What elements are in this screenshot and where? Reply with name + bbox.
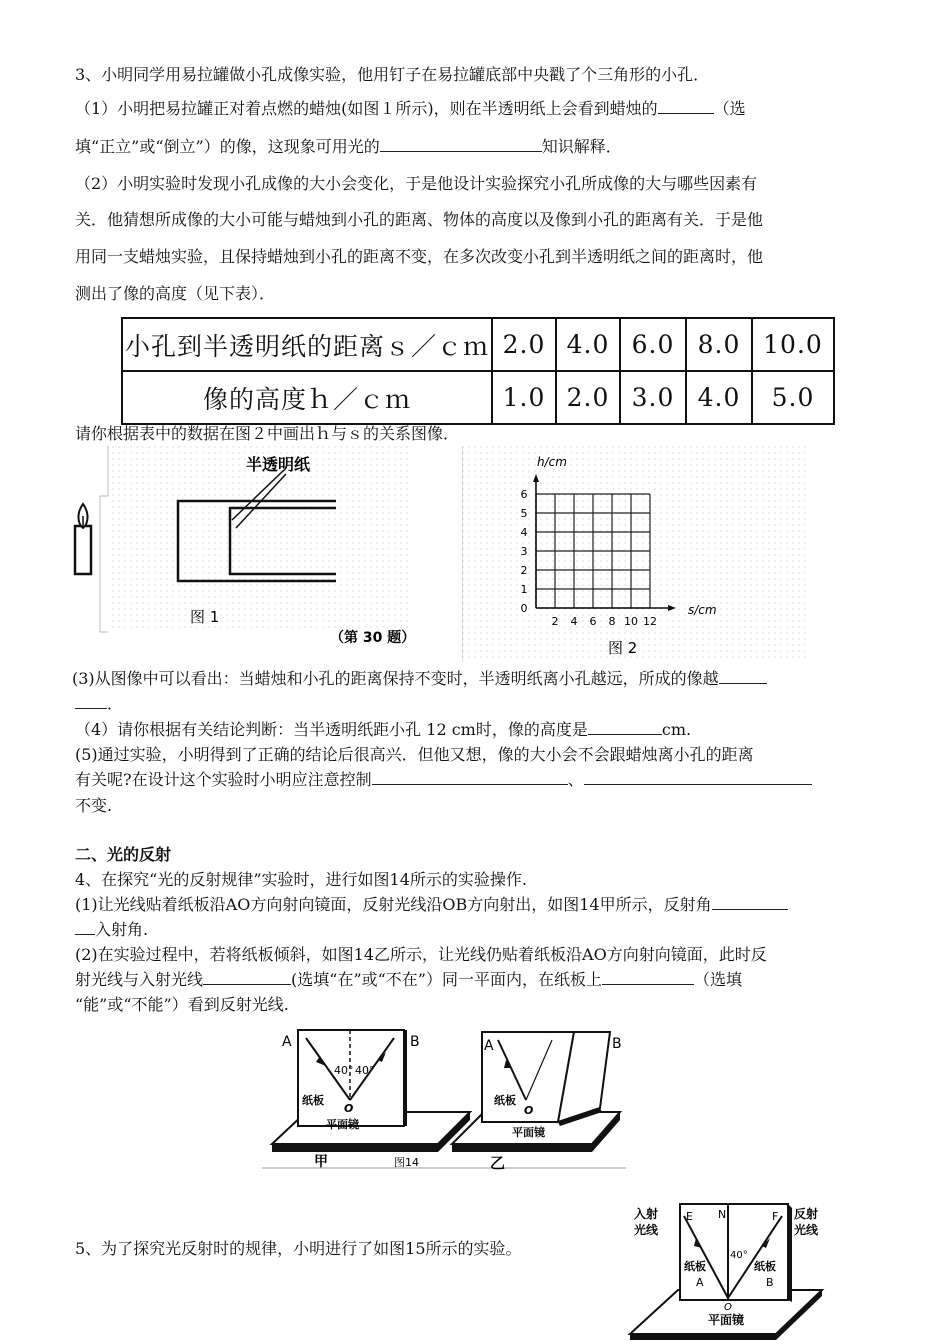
q3-part1-text-d: 知识解释． — [541, 137, 622, 156]
y-tick-label: 1 — [520, 583, 528, 596]
angle-label: 40° — [730, 1250, 748, 1261]
q4-part1-line1 — [75, 894, 788, 916]
board-a-label-1: 纸板 — [684, 1260, 706, 1273]
label-a: A — [282, 1034, 292, 1050]
x-tick-label: 4 — [570, 615, 578, 628]
caption-jia: 甲 — [314, 1154, 328, 1170]
y-tick-label: 6 — [520, 488, 528, 501]
figure-2-graph — [462, 446, 807, 662]
q3-intro: 3、小明同学用易拉罐做小孔成像实验，他用钉子在易拉罐底部中央戳了个三角形的小孔． — [75, 65, 710, 84]
answer-blank-control-1[interactable] — [372, 770, 568, 785]
q3-part5-text-a: 有关呢?在设计这个实验时小明应注意控制 — [75, 770, 372, 789]
table-cell: 1.0 — [492, 371, 556, 424]
board-b-edge — [788, 1204, 792, 1302]
figure-14 — [262, 1022, 626, 1172]
label-n: N — [718, 1208, 727, 1221]
table-cell: 10.0 — [752, 318, 834, 371]
problem-number: （第 30 题） — [330, 630, 416, 646]
caption-figure-14: 图14 — [394, 1156, 419, 1169]
q3-part1-line1 — [75, 98, 746, 120]
q3-part1-text-c: 填“正立”或“倒立”）的像，这现象可用光的 — [75, 137, 380, 156]
label-a: A — [484, 1038, 494, 1054]
q3-part3-line1 — [72, 668, 767, 690]
y-axis-label: h/cm — [537, 455, 567, 469]
q4-part2-line2 — [75, 969, 742, 991]
table-cell: 8.0 — [686, 318, 752, 371]
answer-blank-same-plane[interactable] — [203, 970, 291, 985]
q3-part4-text-a: （4）请你根据有关结论判断：当半透明纸距小孔 12 cm时，像的高度是 — [75, 720, 588, 739]
data-table — [121, 317, 835, 425]
figure-15 — [626, 1198, 826, 1344]
table-cell: 5.0 — [752, 371, 834, 424]
x-tick-label: 6 — [589, 615, 597, 628]
label-b: B — [410, 1034, 420, 1050]
point-o: O — [724, 1302, 732, 1313]
table-label-height: 像的高度ｈ／ｃｍ — [122, 371, 492, 424]
q3-part4-text-b: cm. — [661, 720, 692, 739]
mirror-edge — [630, 1334, 776, 1340]
q4-part1-text-b: 入射角. — [95, 920, 149, 939]
y-tick-label: 2 — [520, 564, 528, 577]
y-tick-label: 4 — [520, 526, 528, 539]
table-cell: 2.0 — [556, 371, 620, 424]
table-label-distance: 小孔到半透明纸的距离ｓ／ｃｍ — [122, 318, 492, 371]
x-tick-label: 8 — [608, 615, 616, 628]
q3-part2-line3: 用同一支蜡烛实验，且保持蜡烛到小孔的距离不变，在多次改变小孔到半透明纸之间的距离时，他 — [75, 247, 764, 266]
table-cell: 4.0 — [686, 371, 752, 424]
board-a-label-2: A — [696, 1276, 704, 1289]
point-o: O — [524, 1104, 534, 1117]
table-cell: 3.0 — [620, 371, 686, 424]
q3-part3-text-a: (3)从图像中可以看出：当蜡烛和小孔的距离保持不变时，半透明纸离小孔越远，所成的像越 — [72, 669, 719, 688]
board-b-label-1: 纸板 — [754, 1260, 776, 1273]
x-tick-label: 12 — [643, 615, 657, 628]
figure-1-caption: 图 1 — [190, 608, 220, 626]
mirror-label: 平面镜 — [326, 1118, 359, 1131]
q3-part5-line2 — [75, 769, 812, 791]
figure-2-background — [462, 446, 807, 662]
q3-part5-line3: 不变. — [75, 796, 113, 815]
y-tick-label: 3 — [520, 545, 528, 558]
answer-blank-light-principle[interactable] — [380, 137, 542, 152]
q3-part4-line — [75, 719, 691, 741]
table-row-distance — [122, 318, 834, 371]
candle-body — [75, 526, 91, 574]
draw-instruction: 请你根据表中的数据在图２中画出ｈ与ｓ的关系图像． — [75, 424, 460, 443]
answer-blank-angle-b[interactable] — [75, 920, 95, 935]
y-tick-labels — [521, 488, 528, 615]
figure-1-frame — [100, 446, 108, 632]
q4-part2-line3: “能”或“不能”）看到反射光线. — [75, 995, 289, 1014]
q4-part2-line1: (2)在实验过程中，若将纸板倾斜，如图14乙所示，让光线仍贴着纸板沿AO方向射向镜面，此时反 — [75, 945, 767, 964]
angle-left: 40° — [334, 1064, 354, 1077]
board-b-label-2: B — [766, 1276, 774, 1289]
q4-part2-text-d: （选填 — [693, 970, 742, 989]
table-cell: 6.0 — [620, 318, 686, 371]
reflected-label-1: 反射 — [794, 1207, 819, 1221]
q4-part2-text-c: (选填“在”或“不在”）同一平面内，在纸板上 — [291, 970, 602, 989]
caption-yi: 乙 — [490, 1154, 506, 1172]
y-tick-label: 0 — [520, 602, 528, 615]
answer-blank-trend-b[interactable] — [75, 694, 107, 709]
q4-part1-line2 — [75, 919, 148, 941]
board-label: 纸板 — [494, 1094, 516, 1107]
answer-blank-orientation[interactable] — [658, 99, 714, 114]
y-tick-label: 5 — [520, 507, 528, 520]
table-row-height — [122, 371, 834, 424]
x-axis-label: s/cm — [688, 603, 717, 617]
q3-part1-text-b: （选 — [713, 99, 746, 118]
q3-part1-text-a: （1）小明把易拉罐正对着点燃的蜡烛(如图１所示)，则在半透明纸上会看到蜡烛的 — [75, 99, 658, 118]
q4-intro: 4、在探究“光的反射规律”实验时，进行如图14所示的实验操作. — [75, 870, 527, 889]
q3-part2-line1: （2）小明实验时发现小孔成像的大小会变化，于是他设计实验探究小孔所成像的大与哪些因素有 — [75, 174, 758, 193]
incident-label-1: 入射 — [634, 1207, 659, 1221]
figure-2-caption: 图 2 — [608, 639, 638, 657]
label-b: B — [612, 1036, 622, 1052]
paper-label: 半透明纸 — [246, 455, 311, 474]
incident-label-2: 光线 — [634, 1223, 659, 1237]
q3-part5-text-b: 、 — [567, 770, 584, 789]
q4-part1-text-a: (1)让光线贴着纸板沿AO方向射向镜面，反射光线沿OB方向射出，如图14甲所示，反射角 — [75, 895, 712, 914]
label-e: E — [686, 1210, 693, 1223]
q4-part2-text-b: 射光线与入射光线 — [75, 970, 204, 989]
q3-part2-line4: 测出了像的高度（见下表）． — [75, 284, 276, 303]
point-o: O — [344, 1102, 354, 1115]
table-cell: 4.0 — [556, 318, 620, 371]
board-left-fold — [404, 1030, 407, 1126]
mirror-right-edge — [452, 1144, 592, 1152]
mirror-left-edge — [272, 1144, 438, 1152]
answer-blank-visible[interactable] — [602, 970, 694, 985]
q3-part5-line1: (5)通过实验，小明得到了正确的结论后很高兴．但他又想，像的大小会不会跟蜡烛离小孔的距离 — [75, 745, 754, 764]
answer-blank-image-height[interactable] — [588, 720, 662, 735]
x-tick-label: 2 — [551, 615, 559, 628]
answer-blank-trend-a[interactable] — [719, 669, 767, 684]
q3-part3-line2 — [75, 693, 123, 715]
section-heading: 二、光的反射 — [75, 845, 172, 864]
mirror-label: 平面镜 — [708, 1313, 745, 1327]
x-tick-label: 10 — [624, 615, 638, 628]
answer-blank-control-2[interactable] — [584, 770, 812, 785]
label-f: F — [772, 1210, 779, 1223]
mirror-label: 平面镜 — [512, 1126, 545, 1139]
table-cell: 2.0 — [492, 318, 556, 371]
q3-part2-line2: 关．他猜想所成像的大小可能与蜡烛到小孔的距离、物体的高度以及像到小孔的距离有关．于是他 — [75, 210, 764, 229]
q3-part3-text-b: ． — [107, 694, 124, 713]
q5-intro: 5、为了探究光反射时的规律，小明进行了如图15所示的实验。 — [75, 1239, 522, 1258]
board-label: 纸板 — [302, 1094, 324, 1107]
angle-right: 40° — [355, 1064, 375, 1077]
q3-part1-line2 — [75, 136, 622, 158]
answer-blank-angle-a[interactable] — [712, 895, 788, 910]
figure-1 — [70, 446, 450, 666]
reflected-label-2: 光线 — [794, 1223, 819, 1237]
